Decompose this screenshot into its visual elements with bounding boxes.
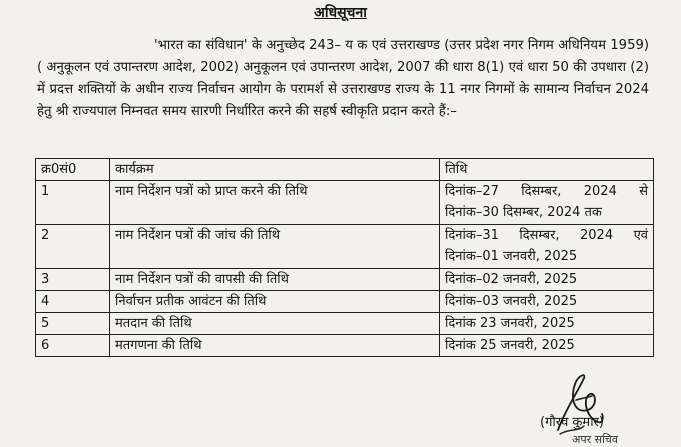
row-program: निर्वाचन प्रतीक आवंटन की तिथि xyxy=(110,291,440,313)
row-sno: 4 xyxy=(36,291,110,313)
signatory-designation: अपर सचिव xyxy=(572,433,619,446)
table-row xyxy=(36,335,654,357)
header-date: तिथि xyxy=(440,159,654,181)
date-line: दिनांक–31 दिसम्बर, 2024 एवं xyxy=(445,228,648,243)
date-line: दिनांक–27 दिसम्बर, 2024 से xyxy=(445,184,648,199)
header-program: कार्यक्रम xyxy=(110,159,440,181)
date-line: दिनांक–30 दिसम्बर, 2024 तक xyxy=(445,205,602,220)
row-date: दिनांक 23 जनवरी, 2025 xyxy=(440,313,654,335)
row-program: नाम निर्देशन पत्रों की जांच की तिथि xyxy=(110,225,440,269)
table-row xyxy=(36,269,654,291)
row-program: मतदान की तिथि xyxy=(110,313,440,335)
header-sno: क्र0सं0 xyxy=(36,159,110,181)
table-row xyxy=(36,181,654,225)
notice-paragraph: 'भारत का संविधान' के अनुच्छेद 243– य क एवं उत्तराखण्ड (उत्तर प्रदेश नगर निगम अधिनियम 1959)( अनुकूलन एवं उपान्तरण आदेश, 2002) अनुकूलन एवं उपान्तरण आदेश, 2007 की धारा 8(1) एवं धारा 50 की उपधारा (2) में प्रदत्त शक्तियों के अधीन राज्य निर्वाचन आयोग के परामर्श से उत्तराखण्ड राज्य के 11 नगर निगमों के सामान्य निर्वाचन 2024 हेतु श्री राज्यपाल निम्नवत समय सारणी निर्धारित करने की सहर्ष स्वीकृति प्रदान करते हैं:– xyxy=(37,38,649,119)
notice-title: अधिसूचना xyxy=(314,5,367,21)
table-row xyxy=(36,225,654,269)
row-sno: 5 xyxy=(36,313,110,335)
date-line: दिनांक–01 जनवरी, 2025 xyxy=(445,249,578,264)
signatory-name: (गौरव कुमार) xyxy=(540,415,604,430)
row-program: मतगणना की तिथि xyxy=(110,335,440,357)
row-date: दिनांक–03 जनवरी, 2025 xyxy=(440,291,654,313)
table-row xyxy=(36,313,654,335)
row-sno: 1 xyxy=(36,181,110,225)
row-sno: 3 xyxy=(36,269,110,291)
table-row xyxy=(36,291,654,313)
row-sno: 6 xyxy=(36,335,110,357)
row-sno: 2 xyxy=(36,225,110,269)
schedule-table xyxy=(35,158,654,357)
row-date: दिनांक 25 जनवरी, 2025 xyxy=(440,335,654,357)
row-date: दिनांक–02 जनवरी, 2025 xyxy=(440,269,654,291)
row-program: नाम निर्देशन पत्रों की वापसी की तिथि xyxy=(110,269,440,291)
table-header-row xyxy=(36,159,654,181)
row-program: नाम निर्देशन पत्रों को प्राप्त करने की तिथि xyxy=(110,181,440,225)
row-date xyxy=(440,225,654,269)
row-date xyxy=(440,181,654,225)
